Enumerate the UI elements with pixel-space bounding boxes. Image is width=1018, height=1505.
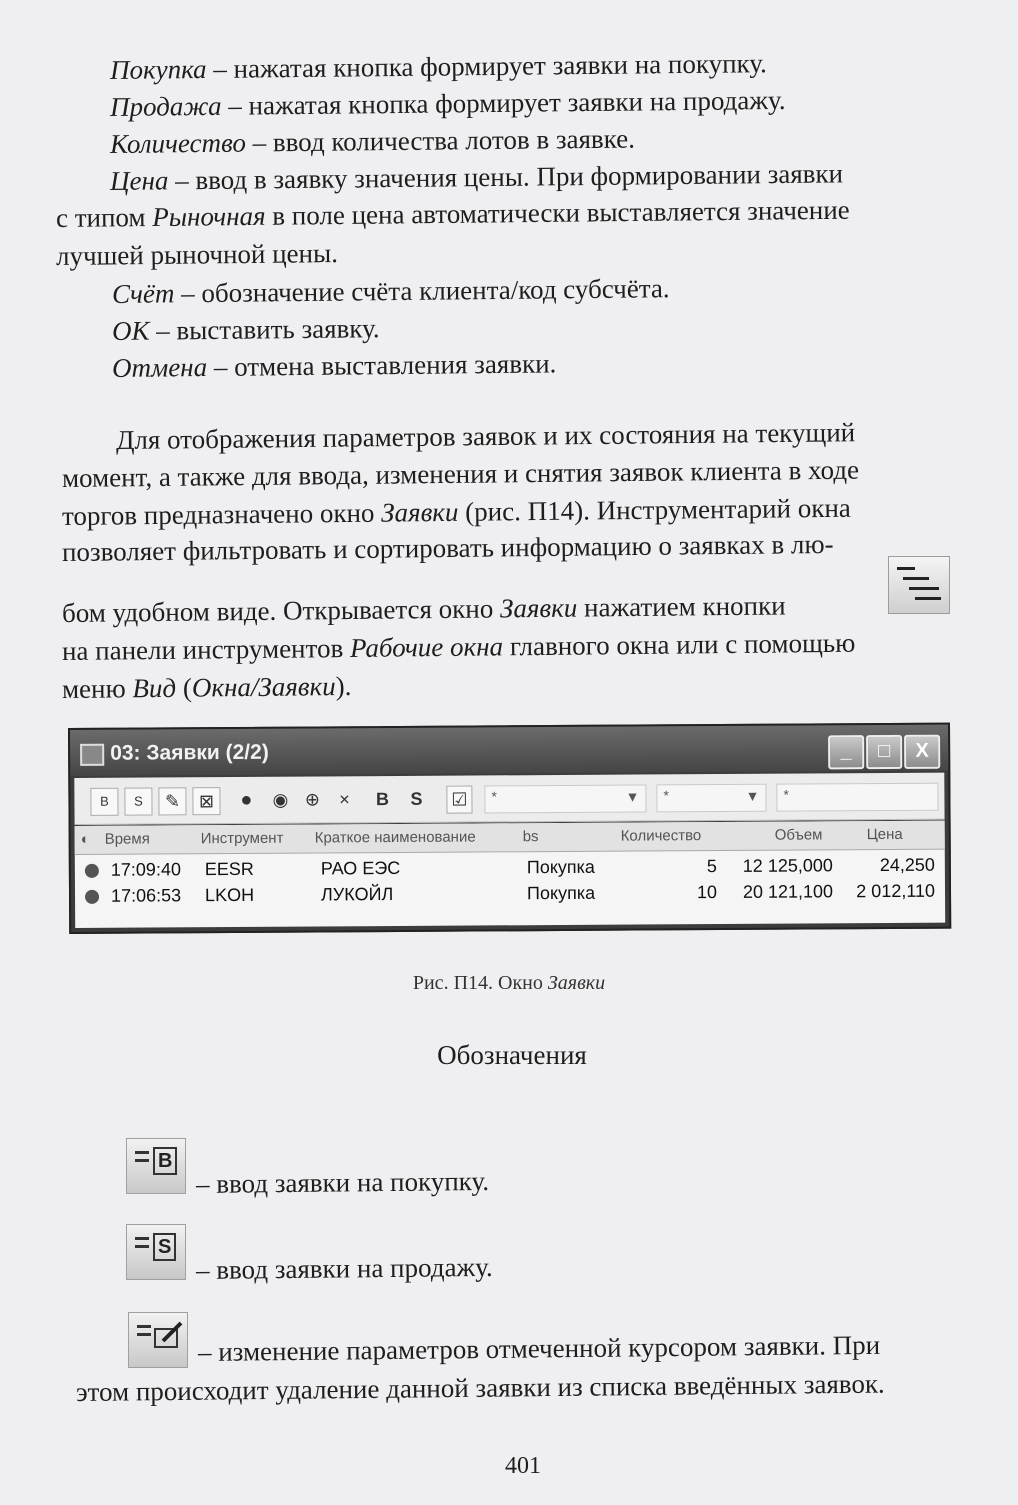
sell-order-icon: S: [126, 1224, 186, 1280]
para-line-5: бом удобном виде. Открывается окно Заявки нажатием кнопки: [61, 590, 786, 628]
chevron-down-icon: ▼: [745, 787, 760, 804]
orders-window: [68, 723, 951, 934]
checkbox-icon[interactable]: ☑: [446, 786, 472, 814]
legend-sell-text: – ввод заявки на продажу.: [195, 1251, 493, 1285]
section-heading: Обозначения: [437, 1040, 587, 1070]
table-row[interactable]: 17:09:40 EESR РАО ЕЭС Покупка 5 12 125,000 24,250: [75, 853, 945, 884]
window-toolbar: [74, 773, 944, 825]
page-number: 401: [505, 1453, 541, 1479]
window-app-icon: [80, 744, 104, 766]
status-dot-icon: [85, 890, 99, 904]
def-account: Счёт – обозначение счёта клиента/код субсчёта.: [111, 273, 670, 309]
col-price[interactable]: Цена: [866, 825, 903, 844]
para-line-6: на панели инструментов Рабочие окна главного окна или с помощью: [61, 627, 856, 666]
para-line-2: момент, а также для ввода, изменения и снятия заявок клиента в ходе: [61, 454, 860, 493]
para-line-3: торгов предназначено окно Заявки (рис. П14). Инструментарий окна: [61, 492, 851, 531]
def-price-end: лучшей рыночной цены.: [55, 238, 339, 271]
col-quantity[interactable]: Количество: [620, 827, 702, 845]
filter-buy-button[interactable]: B: [375, 789, 390, 810]
def-buy: Покупка – нажатая кнопка формирует заявки на покупку.: [109, 48, 767, 85]
window-titlebar[interactable]: [70, 725, 948, 776]
close-x-icon[interactable]: ×: [339, 789, 350, 810]
filter-sell-button[interactable]: S: [410, 788, 423, 809]
table-header: [75, 821, 945, 855]
col-instrument[interactable]: Инструмент: [200, 829, 284, 848]
add-icon[interactable]: ⊕: [304, 789, 321, 810]
buy-order-icon: B: [126, 1138, 186, 1194]
edit-order-icon: [128, 1312, 188, 1368]
col-volume[interactable]: Объем: [774, 826, 823, 844]
def-price: Цена – ввод в заявку значения цены. При формировании заявки: [109, 158, 844, 196]
legend-edit-text: – изменение параметров отмеченной курсором заявки. При: [197, 1329, 881, 1367]
col-time[interactable]: Время: [104, 830, 150, 848]
def-sell: Продажа – нажатая кнопка формирует заявки на продажу.: [109, 84, 786, 122]
def-cancel: Отмена – отмена выставления заявки.: [111, 348, 557, 383]
edit-order-icon[interactable]: ✎: [158, 787, 186, 815]
pencil-icon: [153, 1321, 183, 1351]
para-line-4: позволяет фильтровать и сортировать информацию о заявках в лю-: [61, 528, 834, 567]
legend-edit-text-cont: этом происходит удаление данной заявки из списка введённых заявок.: [75, 1368, 885, 1407]
window-title: 03: Заявки (2/2): [110, 740, 269, 765]
chevron-down-icon: ▼: [625, 788, 640, 805]
maximize-button[interactable]: □: [866, 735, 902, 769]
status-dot-icon: [85, 864, 99, 878]
orders-window-icon: [888, 556, 950, 614]
filter-select-3[interactable]: *: [776, 783, 938, 812]
table-row[interactable]: 17:06:53 LKOH ЛУКОЙЛ Покупка 10 20 121,100 2 012,110: [75, 879, 945, 910]
sell-order-button[interactable]: S: [124, 787, 152, 815]
delete-order-icon[interactable]: ⊠: [192, 787, 220, 815]
withdraw-icon[interactable]: ◉: [272, 789, 289, 810]
para-line-7: меню Вид (Окна/Заявки).: [61, 670, 352, 704]
def-price-cont: с типом Рыночная в поле цена автоматически выставляется значение: [55, 194, 850, 233]
record-icon[interactable]: ●: [240, 788, 253, 811]
legend-buy-text: – ввод заявки на покупку.: [195, 1165, 490, 1199]
filter-select-2[interactable]: * ▼: [656, 784, 766, 813]
orders-table: [75, 821, 946, 928]
minimize-button[interactable]: _: [828, 735, 864, 769]
def-ok: ОК – выставить заявку.: [111, 313, 380, 346]
col-short-name[interactable]: Краткое наименование: [314, 828, 476, 847]
buy-order-button[interactable]: B: [90, 788, 118, 816]
para-line-1: Для отображения параметров заявок и их состояния на текущий: [115, 417, 856, 455]
filter-select-1[interactable]: * ▼: [484, 784, 646, 813]
close-button[interactable]: X: [904, 735, 940, 769]
figure-caption: Рис. П14. Окно Заявки: [412, 972, 606, 994]
header-scroll-icon[interactable]: ◐: [80, 830, 90, 848]
col-bs[interactable]: bs: [522, 828, 539, 846]
def-quantity: Количество – ввод количества лотов в заявке.: [109, 123, 636, 159]
